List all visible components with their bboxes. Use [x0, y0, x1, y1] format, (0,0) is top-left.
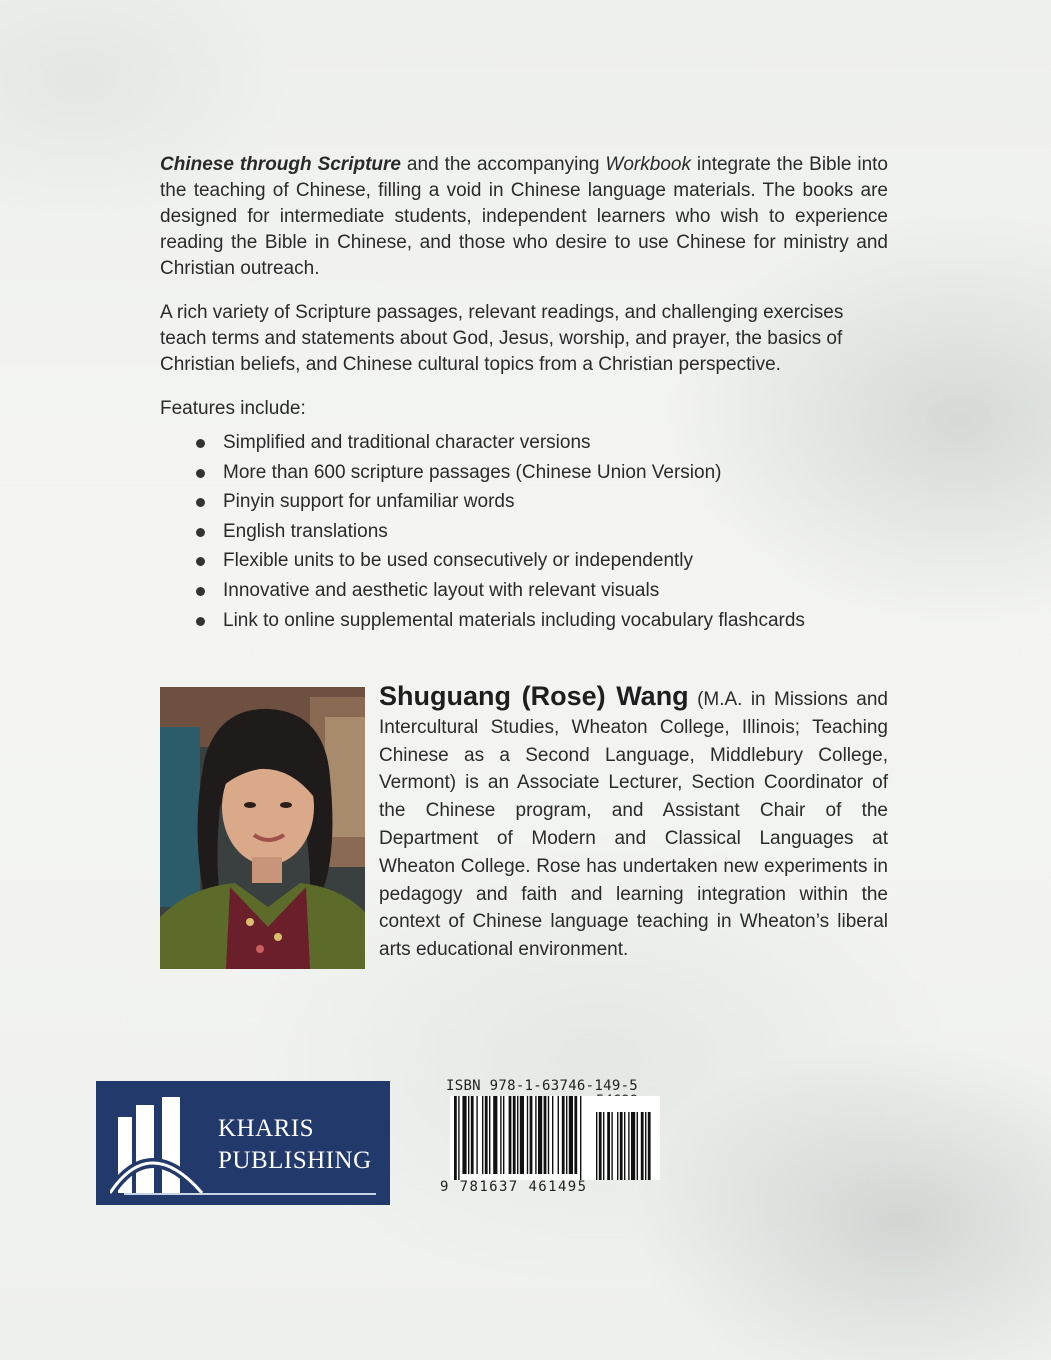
feature-item [190, 517, 805, 547]
feature-text: Pinyin support for unfamiliar words [223, 491, 515, 513]
feature-text: English translations [223, 520, 388, 542]
feature-item [190, 458, 805, 488]
isbn-label: ISBN 978-1-63746-149-5 [446, 1078, 639, 1094]
bullet-icon [196, 557, 205, 566]
barcode-area [440, 1078, 660, 1198]
feature-text: Link to online supplemental materials including vocabulary flashcards [223, 609, 805, 631]
logo-underline [124, 1193, 376, 1195]
feature-text: Simplified and traditional character versions [223, 432, 591, 453]
bullet-icon [196, 439, 205, 448]
publisher-name-line1: KHARIS [218, 1115, 315, 1142]
portrait-illustration [160, 687, 365, 969]
author-name: Shuguang (Rose) Wang [379, 681, 689, 711]
book-title-italic: Chinese through Scripture [160, 154, 401, 175]
author-bio-text: (M.A. in Missions and Intercultural Studies, Wheaton College, Illinois; Teaching Chinese as a Second Language, Middlebury College, Vermont) is an Associate Lecturer, Section Coordinator of the Chinese program, and Assistant Chair of the Department of Modern and Classical Languages at Wheaton College. Rose has undertaken new experiments in pedagogy and faith and learning integration within the context of Chinese language teaching in Wheaton’s liberal arts educational environment. [379, 689, 888, 961]
bullet-icon [196, 528, 205, 537]
barcode-icon [440, 1096, 660, 1180]
feature-item [190, 487, 805, 517]
feature-text: Flexible units to be used consecutively or independently [223, 550, 694, 572]
features-list [190, 428, 805, 635]
author-bio [379, 683, 888, 964]
kharis-logo-icon [110, 1097, 210, 1195]
bullet-icon [196, 469, 205, 478]
bullet-icon [196, 587, 205, 596]
features-heading: Features include: [160, 398, 306, 419]
publisher-name-line2: PUBLISHING [218, 1147, 372, 1174]
description-paragraph-2: A rich variety of Scripture passages, relevant readings, and challenging exercises teach terms and statements about God, Jesus, worship, and prayer, the basics of Christian beliefs, and Chinese cultural topics from a Christian perspective. [160, 302, 844, 375]
publisher-logo [96, 1081, 390, 1205]
ean-number: 9 781637 461495 [440, 1179, 588, 1195]
feature-item [190, 546, 805, 576]
intro-text-2: integrate the Bible into the teaching of Chinese, filling a void in Chinese language materials. The books are designed for intermediate students, independent learners who wish to experience reading the Bible in Chinese, and those who desire to use Chinese for ministry and Christian outreach. [160, 154, 888, 279]
workbook-italic: Workbook [605, 154, 691, 175]
bullet-icon [196, 498, 205, 507]
feature-item [190, 428, 805, 458]
description-intro [160, 152, 888, 282]
feature-item [190, 576, 805, 606]
bullet-icon [196, 617, 205, 626]
author-photo [160, 687, 365, 969]
feature-text: More than 600 scripture passages (Chinese Union Version) [223, 461, 722, 483]
feature-item [190, 606, 805, 636]
intro-text-1: and the accompanying [400, 154, 606, 175]
feature-text: Innovative and aesthetic layout with relevant visuals [223, 579, 660, 601]
